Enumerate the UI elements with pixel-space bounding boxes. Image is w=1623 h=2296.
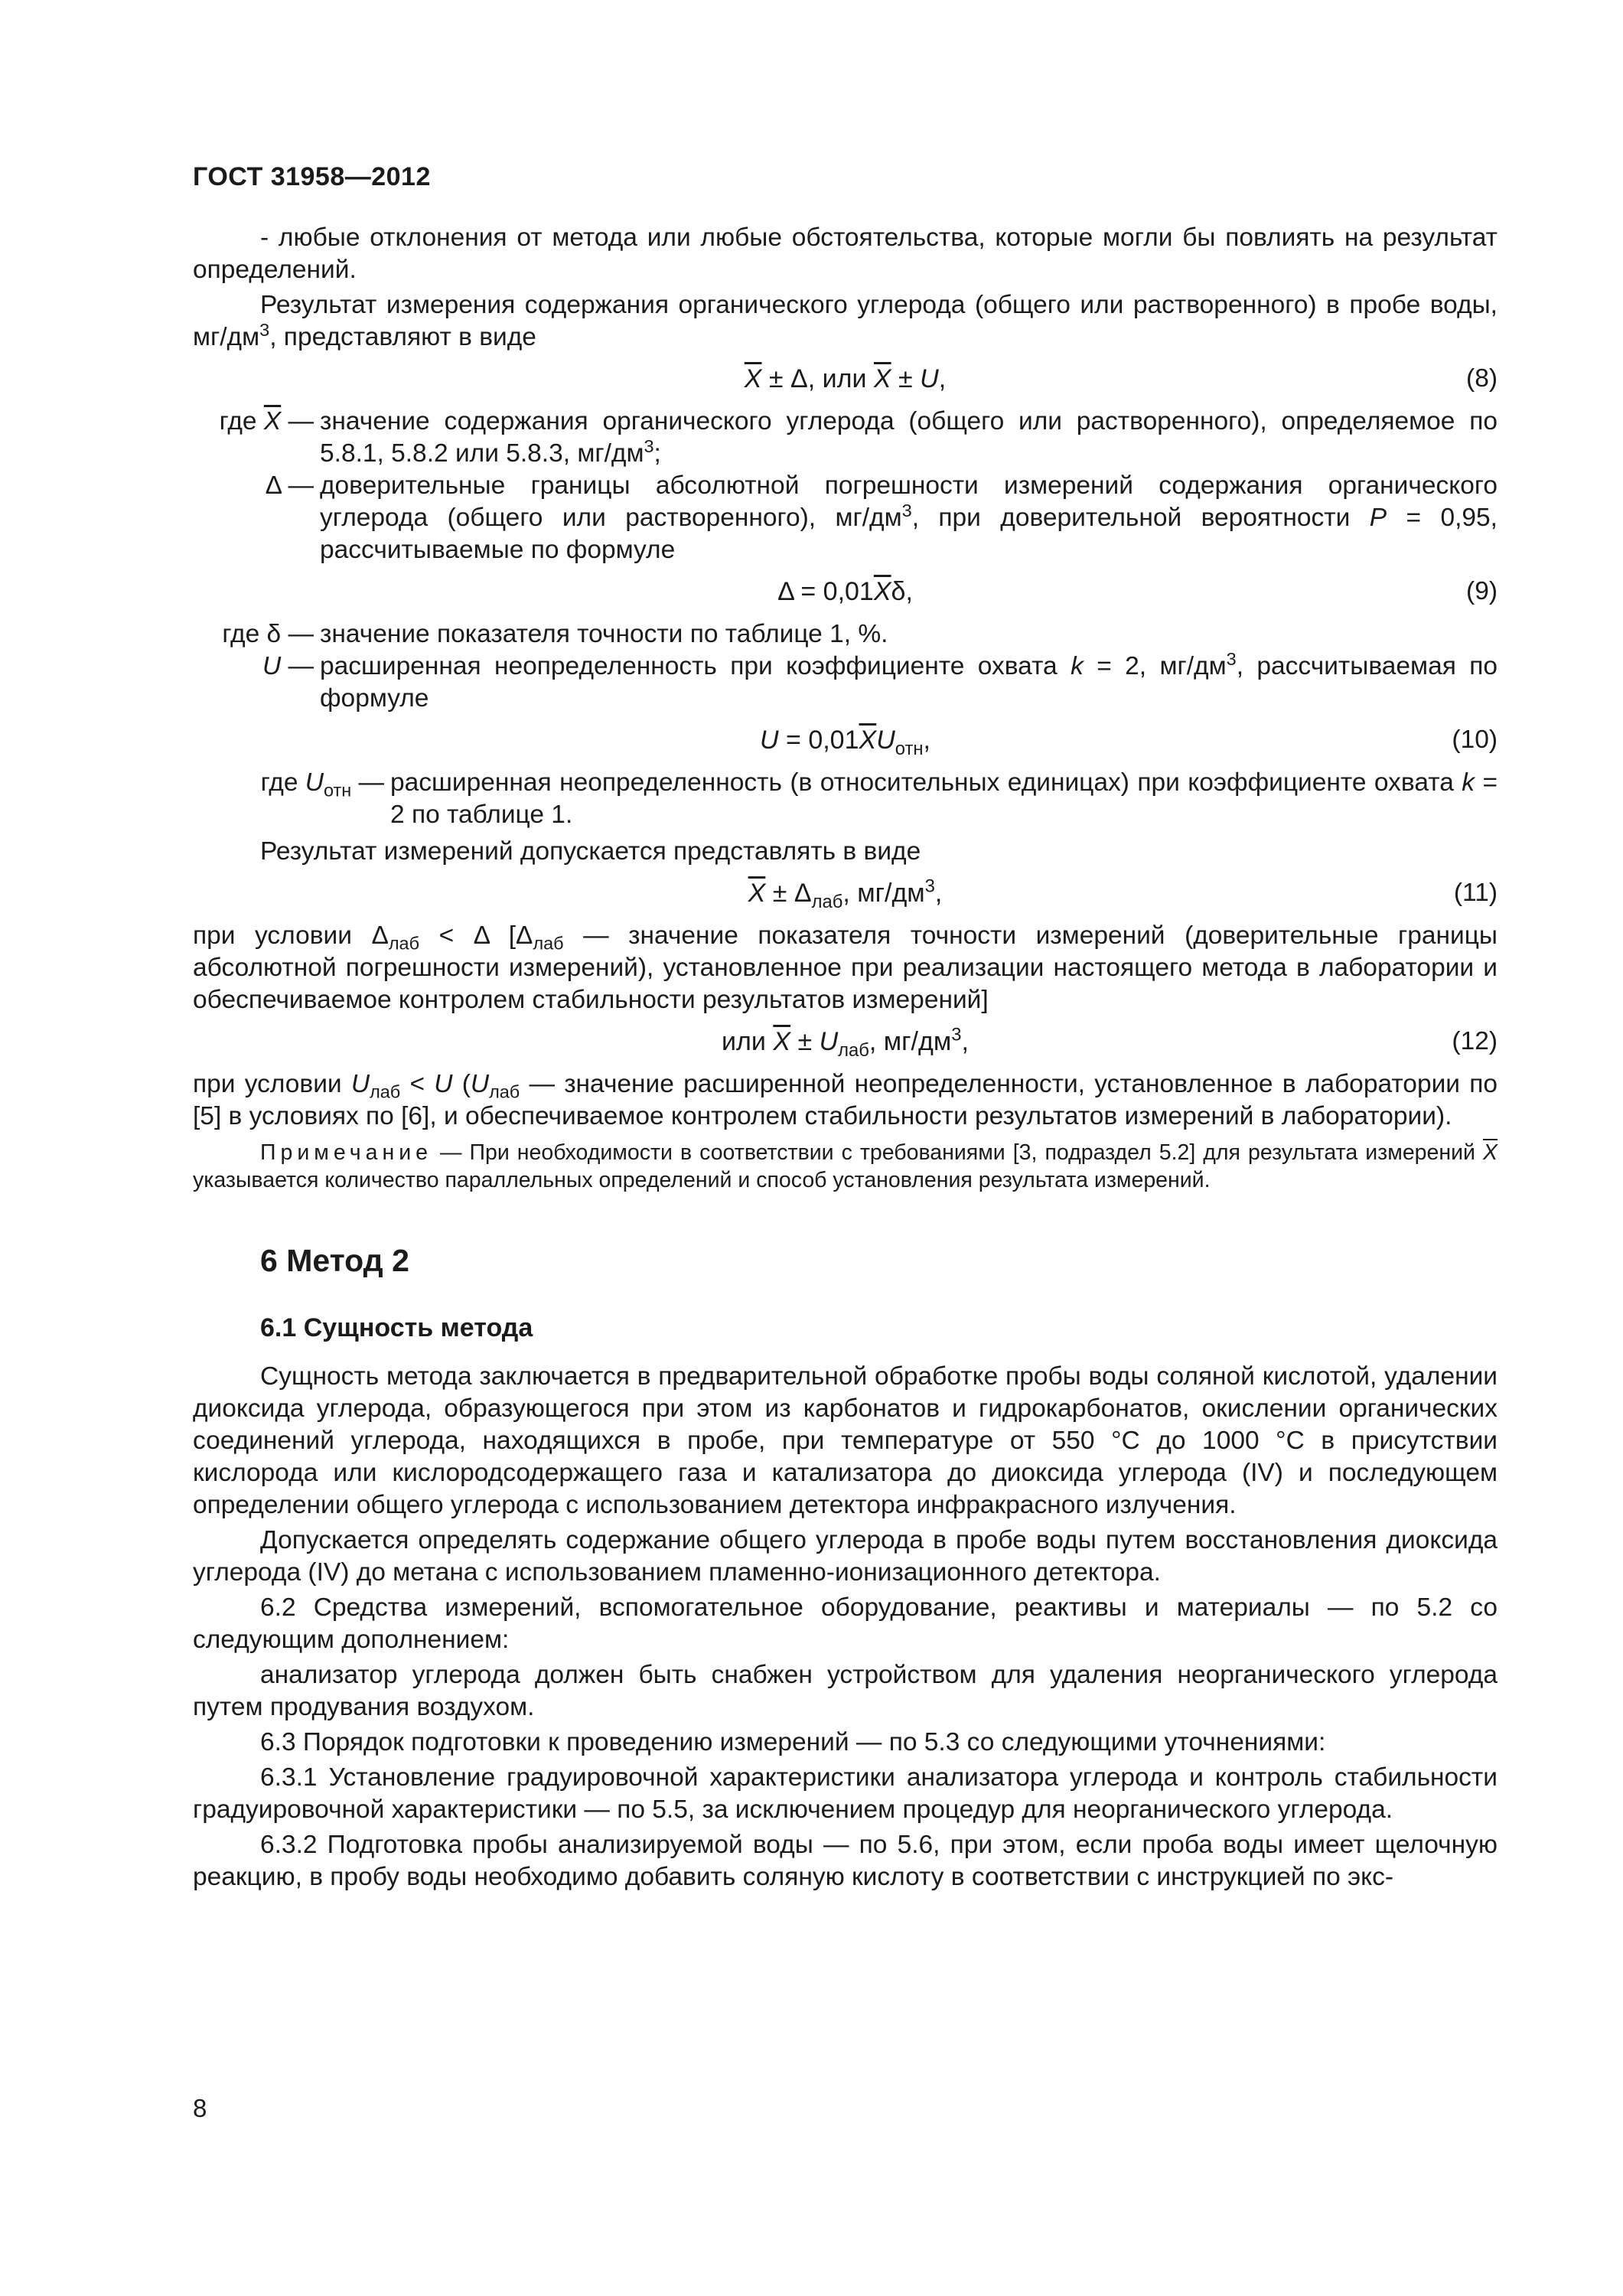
paragraph: при условии $\Delta_{лаб} < \Delta$ [$\Delta_{лаб}$ — значение показателя точности измерений (доверительные границы абсолютной погрешности измерений), установленное при реализации настоящего метода в лаборатории и обеспечиваемое контролем стабильности результатов измерений] xyxy=(193,921,1498,1014)
formula-expression: $\overline{X} \pm \Delta$, или $\overline{X} \pm U$, xyxy=(744,364,947,393)
paragraph: 6.3.2 Подготовка пробы анализируемой воды — по 5.6, при этом, если проба воды имеет щелочную реакцию, в пробу воды необходимо добавить соляную кислоту в соответствии с инструкцией по экс- xyxy=(193,1831,1498,1891)
definition-item: где δ — значение показателя точности по таблице 1, %. xyxy=(222,620,888,648)
page-number: 8 xyxy=(193,2094,207,2122)
formula-number: (11) xyxy=(1453,879,1498,907)
formula-number: (9) xyxy=(1466,577,1498,605)
definition-item: где $U_{отн}$ — расширенная неопределенность (в относительных единицах) при коэффициенте охвата k = 2 по таблице 1. xyxy=(260,768,1498,829)
section-title: 6 Метод 2 xyxy=(260,1243,409,1278)
paragraph: Результат измерения содержания органического углерода (общего или растворенного) в пробе воды, $мг/дм^3$, представляют в виде xyxy=(193,291,1498,351)
definition-item: где $\overline{X}$ — значение содержания органического углерода (общего или растворенного), определяемое по 5.8.1, 5.8.2 или 5.8.3, $мг/дм^3$; xyxy=(219,407,1498,468)
formula-8 xyxy=(193,363,1498,398)
definition-item: Δ — доверительные границы абсолютной погрешности измерений содержания органического углерода (общего или растворенного), $мг/дм^3$, при доверительной вероятности P = 0,95, рассчитываемые по формуле xyxy=(265,471,1498,564)
formula-expression: $U = 0,01\overline{X}U_{отн}$, xyxy=(760,726,930,759)
definitions-list xyxy=(193,618,1498,715)
paragraph: - любые отклонения от метода или любые обстоятельства, которые могли бы повлиять на результат определений. xyxy=(193,223,1498,284)
paragraph: 6.3 Порядок подготовки к проведению измерений — по 5.3 со следующими уточнениями: xyxy=(260,1728,1326,1756)
formula-9 xyxy=(193,576,1498,611)
formula-11 xyxy=(193,877,1498,912)
document-body xyxy=(193,222,1498,1896)
paragraph: 6.3.1 Установление градуировочной характеристики анализатора углерода и контроль стабильности градуировочной характеристики — по 5.5, за исключением процедур для неорганического углерода. xyxy=(193,1763,1498,1824)
formula-number: (12) xyxy=(1452,1027,1498,1055)
paragraph: Сущность метода заключается в предварительной обработке пробы воды соляной кислотой, удалении диоксида углерода, образующегося при этом из карбонатов и гидрокарбонатов, окислении органических соединений углерода, находящихся в пробе, при температуре от 550 °С до 1000 °С в присутствии кислорода или кислородсодержащего газа и катализатора до диоксида углерода (IV) и последующем определении общего углерода с использованием детектора инфракрасного излучения. xyxy=(193,1362,1498,1519)
note-title: Примечание xyxy=(260,1140,432,1165)
paragraph: Допускается определять содержание общего углерода в пробе воды путем восстановления диоксида углерода (IV) до метана с использованием пламенно-ионизационного детектора. xyxy=(193,1526,1498,1587)
formula-number: (10) xyxy=(1452,726,1498,754)
note: Примечание — При необходимости в соответствии с требованиями [3, подраздел 5.2] для результата измерений $\overline{X}$ указывается количество параллельных определений и способ установления результата измерений. xyxy=(193,1140,1498,1192)
formula-number: (8) xyxy=(1466,364,1498,393)
definitions-list xyxy=(193,767,1498,831)
formula-10 xyxy=(193,724,1498,759)
paragraph: анализатор углерода должен быть снабжен устройством для удаления неорганического углерода путем продувания воздухом. xyxy=(193,1661,1498,1721)
definitions-list xyxy=(193,406,1498,566)
formula-expression: или $\overline{X} \pm U_{лаб}$, $мг/дм^3$, xyxy=(722,1024,969,1061)
paragraph: 6.2 Средства измерений, вспомогательное оборудование, реактивы и материалы — по 5.2 со следующим дополнением: xyxy=(193,1593,1498,1654)
paragraph: Результат измерений допускается представлять в виде xyxy=(260,837,921,866)
formula-12 xyxy=(193,1026,1498,1061)
subsection-title: 6.1 Сущность метода xyxy=(260,1313,533,1342)
paragraph: при условии $U_{лаб} < U$ ($U_{лаб}$ — значение расширенной неопределенности, установленное в лаборатории по [5] в условиях по [6], и обеспечиваемое контролем стабильности результатов измерений в лаборатории). xyxy=(193,1070,1498,1130)
document-header: ГОСТ 31958—2012 xyxy=(193,162,431,191)
formula-expression: $\Delta = 0,01\overline{X}\delta$, xyxy=(777,577,913,606)
definition-item: U — расширенная неопределенность при коэффициенте охвата k = 2, $мг/дм^3$, рассчитываемая по формуле xyxy=(262,648,1498,713)
formula-expression: $\overline{X} \pm \Delta_{лаб}$, $мг/дм^3$, xyxy=(748,876,943,912)
